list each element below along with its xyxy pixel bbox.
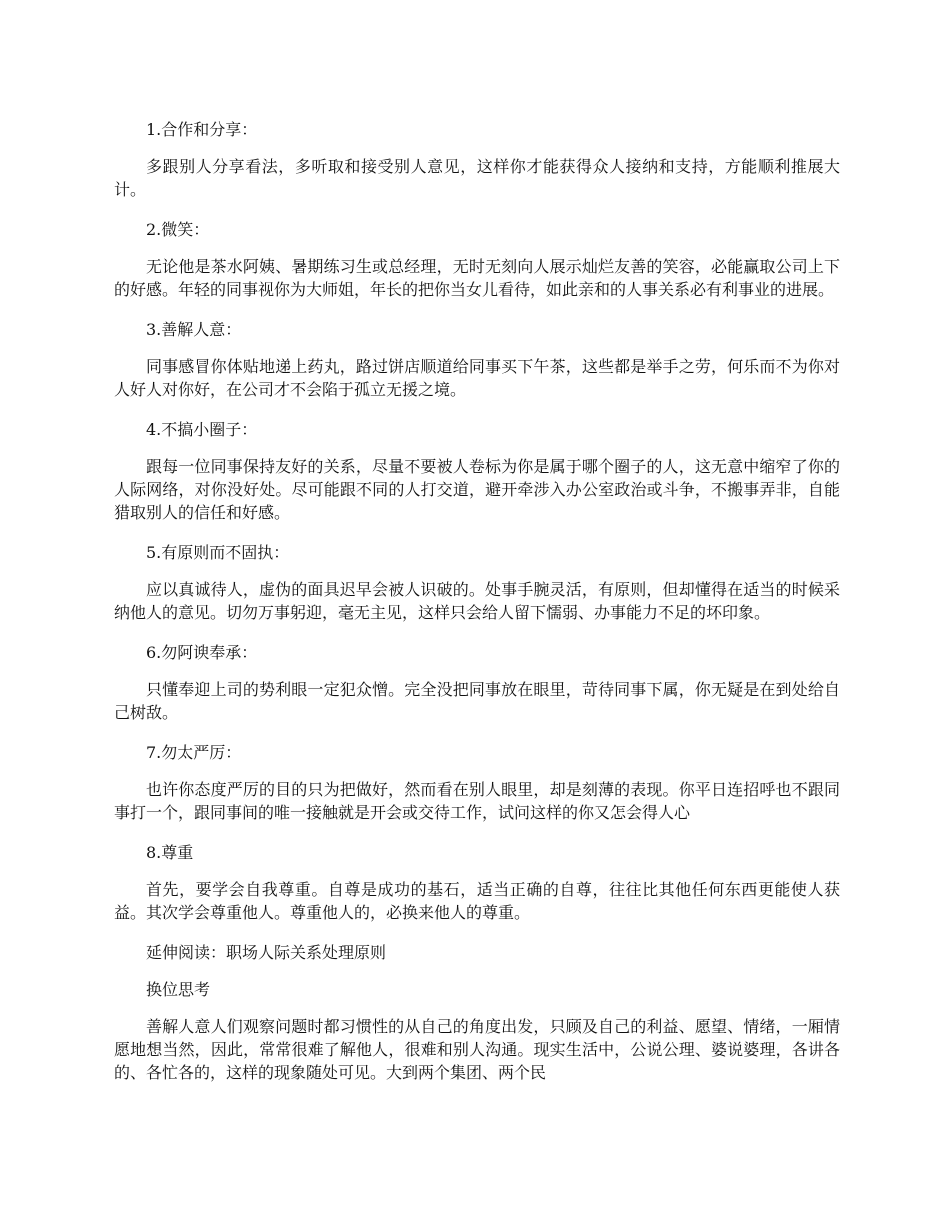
paragraph-not-too-strict: 也许你态度严厉的目的只为把做好，然而看在别人眼里，却是刻薄的表现。你平日连招呼也不跟同事打一个，跟同事间的唯一接触就是开会或交待工作，试问这样的你又怎会得人心 [114, 780, 840, 822]
paragraph-no-cliques: 跟每一位同事保持友好的关系，尽量不要被人卷标为你是属于哪个圈子的人，这无意中缩窄了你的人际网络，对你没好处。尽可能跟不同的人打交道，避开牵涉入办公室政治或斗争，不搬事弄非，自能猎取别人的信任和好感。 [114, 457, 840, 522]
section-heading-principles: 5.有原则而不固执： [146, 543, 290, 562]
section-heading-not-too-strict: 7.勿太严厉： [146, 743, 242, 762]
extended-reading-heading: 延伸阅读：职场人际关系处理原则 [146, 943, 387, 962]
paragraph-perspective: 善解人意人们观察问题时都习惯性的从自己的角度出发，只顾及自己的利益、愿望、情绪，一厢情愿地想当然，因此，常常很难了解他人，很难和别人沟通。现实生活中，公说公理、婆说婆理，各讲各的、各忙各的，这样的现象随处可见。大到两个集团、两个民 [114, 1017, 840, 1082]
section-heading-respect: 8.尊重 [146, 843, 194, 862]
paragraph-respect: 首先，要学会自我尊重。自尊是成功的基石，适当正确的自尊，往往比其他任何东西更能使人获益。其次学会尊重他人。尊重他人的，必换来他人的尊重。 [114, 880, 840, 922]
paragraph-smile: 无论他是茶水阿姨、暑期练习生或总经理，无时无刻向人展示灿烂友善的笑容，必能赢取公司上下的好感。年轻的同事视你为大师姐，年长的把你当女儿看待，如此亲和的人事关系必有利事业的进展。 [114, 257, 840, 299]
section-heading-no-cliques: 4.不搞小圈子： [146, 420, 258, 439]
paragraph-no-flattery: 只懂奉迎上司的势利眼一定犯众憎。完全没把同事放在眼里，苛待同事下属，你无疑是在到处给自己树敌。 [114, 680, 840, 722]
section-heading-no-flattery: 6.勿阿谀奉承： [146, 643, 258, 662]
section-heading-smile: 2.微笑： [146, 220, 210, 239]
paragraph-cooperation: 多跟别人分享看法，多听取和接受别人意见，这样你才能获得众人接纳和支持，方能顺利推展大计。 [114, 157, 840, 199]
section-heading-perspective: 换位思考 [146, 980, 211, 999]
section-heading-cooperation: 1.合作和分享： [146, 120, 258, 139]
paragraph-understanding: 同事感冒你体贴地递上药丸，路过饼店顺道给同事买下午茶，这些都是举手之劳，何乐而不为你对人好人对你好，在公司才不会陷于孤立无援之境。 [114, 357, 840, 399]
paragraph-principles: 应以真诚待人，虚伪的面具迟早会被人识破的。处事手腕灵活，有原则，但却懂得在适当的时候采纳他人的意见。切勿万事躬迎，毫无主见，这样只会给人留下懦弱、办事能力不足的坏印象。 [114, 580, 840, 622]
section-heading-understanding: 3.善解人意： [146, 320, 242, 339]
document-page [114, 118, 840, 1101]
